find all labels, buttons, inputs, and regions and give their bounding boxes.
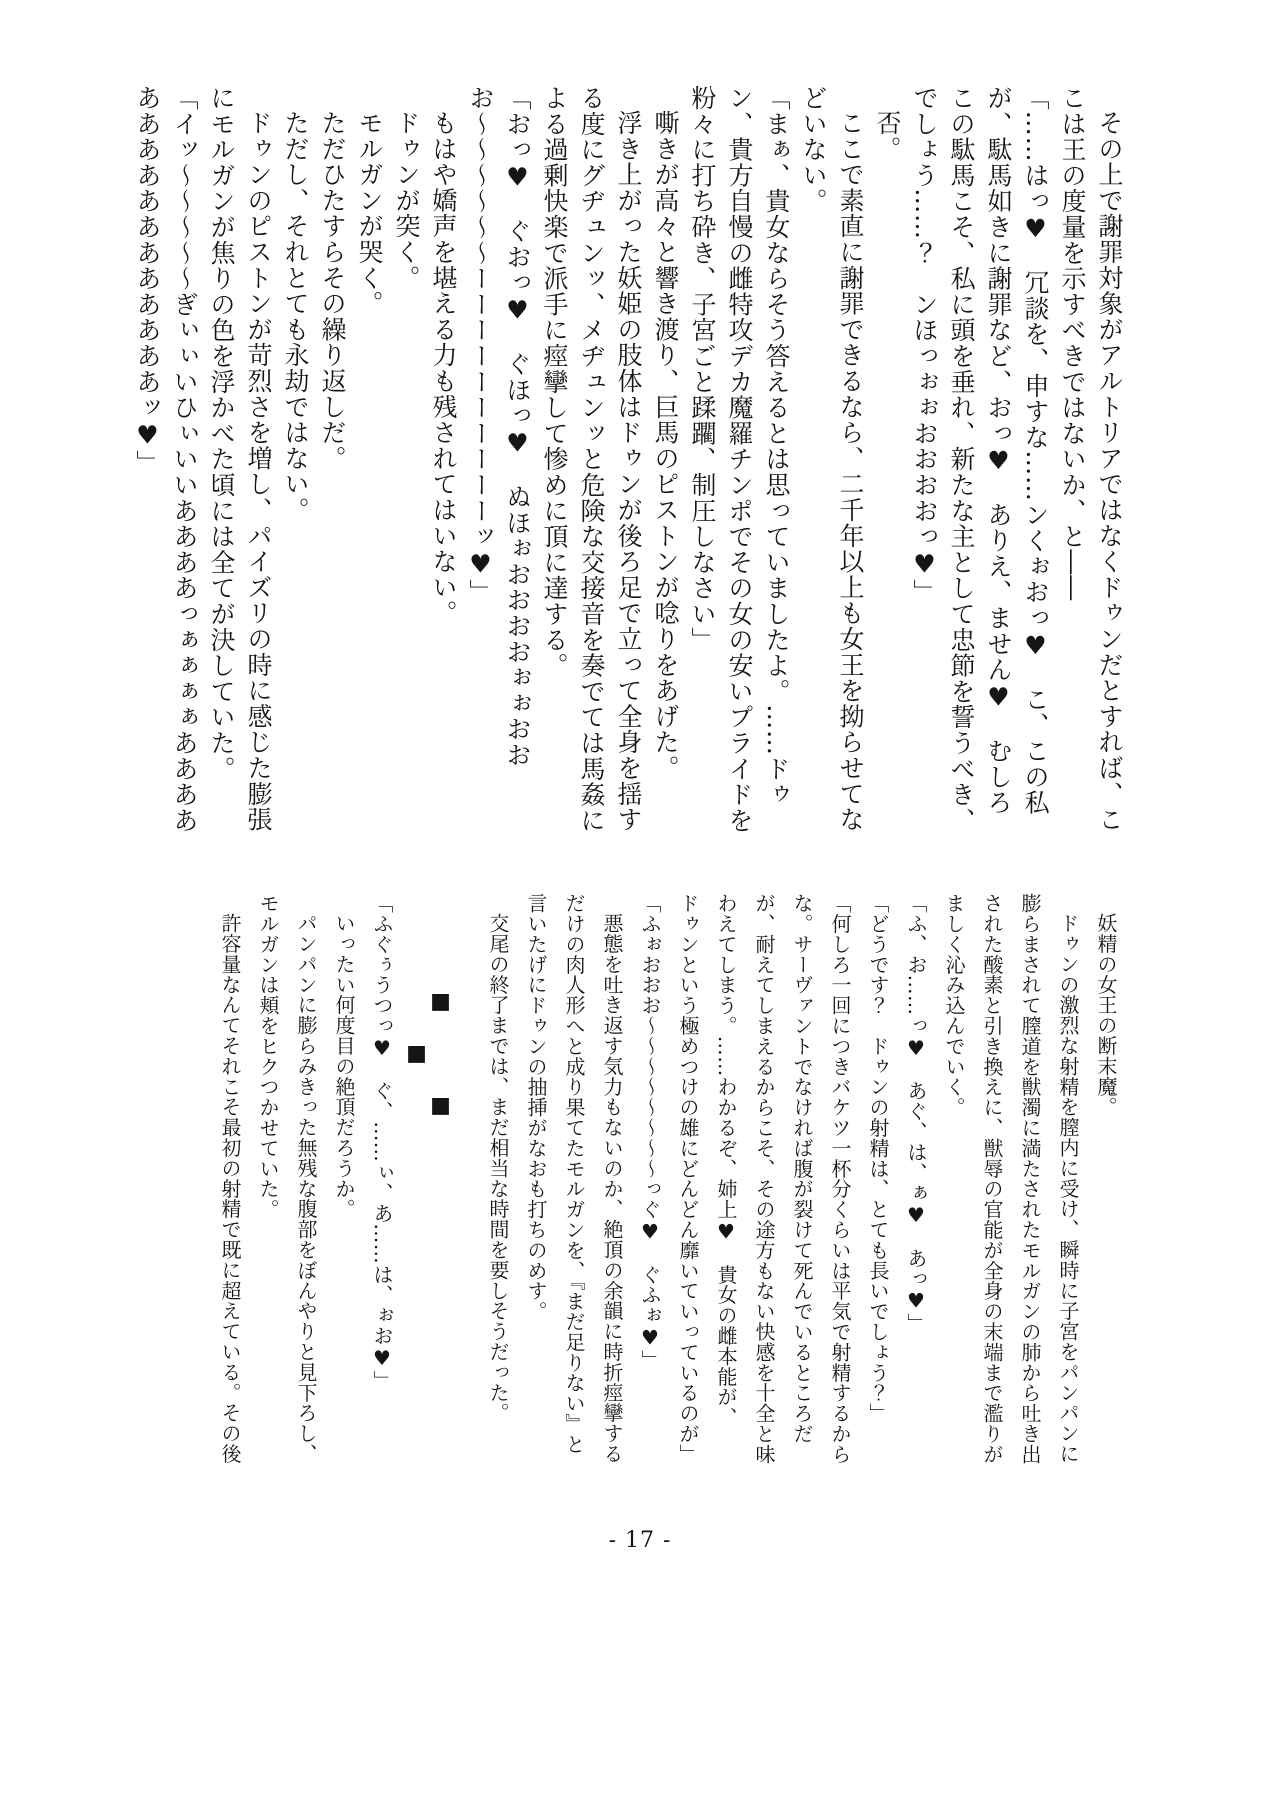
- paragraph: 「おっ♥ ぐおっ♥ ぐほっ♥ ぬほぉおおおおぉぉおおお〜〜〜〜〜〜ーーーーーーーーーーッ♥」: [466, 85, 532, 768]
- paragraph: 妖精の女王の断末魔。: [1094, 913, 1118, 1117]
- paragraph: ここで素直に謝罪できるなら、二千年以上も女王を拗らせてなどいない。: [799, 85, 865, 833]
- bottom-text-block: [211, 893, 1125, 1467]
- section-break-square: ■: [404, 1041, 429, 1066]
- paragraph: 「まぁ、貴女ならそう答えるとは思っていましたよ。……ドゥン、貴方自慢の雌特攻デカ魔羅チンポでその女の安いプライドを粉々に打ち砕き、子宮ごと蹂躙、制圧しなさい」: [688, 85, 791, 834]
- paragraph: ドゥンの激烈な射精を膣内に受け、瞬時に子宮をパンパンに膨らまされて膣道を獣濁に満たされたモルガンの肺から吐き出された酸素と引き換えに、獣辱の官能が全身の末端まで濫りがましく沁み込んでいく。: [942, 893, 1080, 1465]
- paragraph: 嘶きが高々と響き渡り、巨馬のピストンが唸りをあげた。: [651, 110, 680, 781]
- paragraph: 交尾の終了までは、まだ相当な時間を要しそうだった。: [486, 913, 510, 1423]
- top-text-block: [129, 85, 1128, 837]
- paragraph: ただし、それとても永劫ではない。: [281, 110, 310, 523]
- paragraph: パンパンに膨らみきった無残な腹部をぼんやりと見下ろし、モルガンは頬をヒクつかせていた。: [256, 893, 318, 1464]
- paragraph: その上で謝罪対象がアルトリアではなくドゥンだとすれば、ここは王の度量を示すべきではないか、と――: [1058, 85, 1124, 833]
- paragraph: 「どうです？ ドゥンの射精は、とても長いでしょう？」: [866, 893, 890, 1424]
- paragraph: 「……はっ♥ 冗談を、申すな……ンくぉおっ♥ こ、この私が、駄馬如きに謝罪など、おっ♥ ありえ、ません♥ むしろこの駄馬こそ、私に頭を垂れ、新たな主として忠節を誓うべき、でしょう……？ ンほっぉぉおおおおっ♥」: [910, 85, 1050, 834]
- paragraph: ドゥンが突く。: [392, 110, 421, 291]
- paragraph: 「ふ、お……っ♥ あぐ、は、ぁ♥ あっ♥」: [904, 893, 928, 1334]
- paragraph: 否。: [873, 110, 902, 162]
- paragraph: もはや嬌声を堪える力も残されてはいない。: [429, 110, 458, 626]
- section-break-square: ■: [428, 1093, 453, 1118]
- paragraph: ただひたすらその繰り返しだ。: [318, 110, 347, 472]
- paragraph: ドゥンのピストンが苛烈さを増し、パイズリの時に感じた膨張にモルガンが焦りの色を浮かべた頃には全てが決していた。: [207, 85, 273, 833]
- section-break: [404, 893, 453, 1467]
- paragraph: 許容量なんてそれこそ最初の射精で既に超えている。その後: [218, 913, 242, 1464]
- paragraph: 「ふぉおおお〜〜〜〜〜〜〜〜っぐ♥ ぐふぉ♥」: [638, 893, 662, 1371]
- paragraph: いったい何度目の絶頂だろうか。: [332, 913, 356, 1219]
- paragraph: 「ふぐぅうつっ♥ ぐ、……ぃ、あ……は、ぉお♥」: [370, 893, 394, 1391]
- page-number: - 17 -: [608, 1528, 672, 1553]
- section-break-square: ■: [428, 989, 453, 1014]
- paragraph: 浮き上がった妖姫の肢体はドゥンが後ろ足で立って全身を揺する度にグヂュンッ、メヂュンッと危険な交接音を奏でては馬姦による過剰快楽で派手に痙攣して惨めに頂に達する。: [540, 85, 643, 834]
- paragraph: モルガンが哭く。: [355, 110, 384, 317]
- paragraph: 悪態を吐き返す気力もないのか、絶頂の余韻に時折痙攣するだけの肉人形へと成り果てたモルガンを、『まだ足りない』と言いたげにドゥンの抽挿がなおも打ちのめす。: [524, 893, 624, 1464]
- paragraph: 「イッ〜〜〜〜〜ぎぃぃいひぃいいああああっぁぁぁぁああああああああああああああああッ♥」: [133, 85, 199, 834]
- paragraph: 「何しろ一回につきバケツ一杯分くらいは平気で射精するからな。サーヴァントでなければ腹が裂けて死んでいるところだが、耐えてしまえるからこそ、その途方もない快感を十全と味わえてしまう。……わかるぞ、姉上♥ 貴女の雌本能が、ドゥンという極めつけの雄にどんどん靡いていっているのが」: [676, 893, 852, 1465]
- bottom-text-part2: [211, 893, 401, 1467]
- bottom-text-part1: [479, 893, 1125, 1467]
